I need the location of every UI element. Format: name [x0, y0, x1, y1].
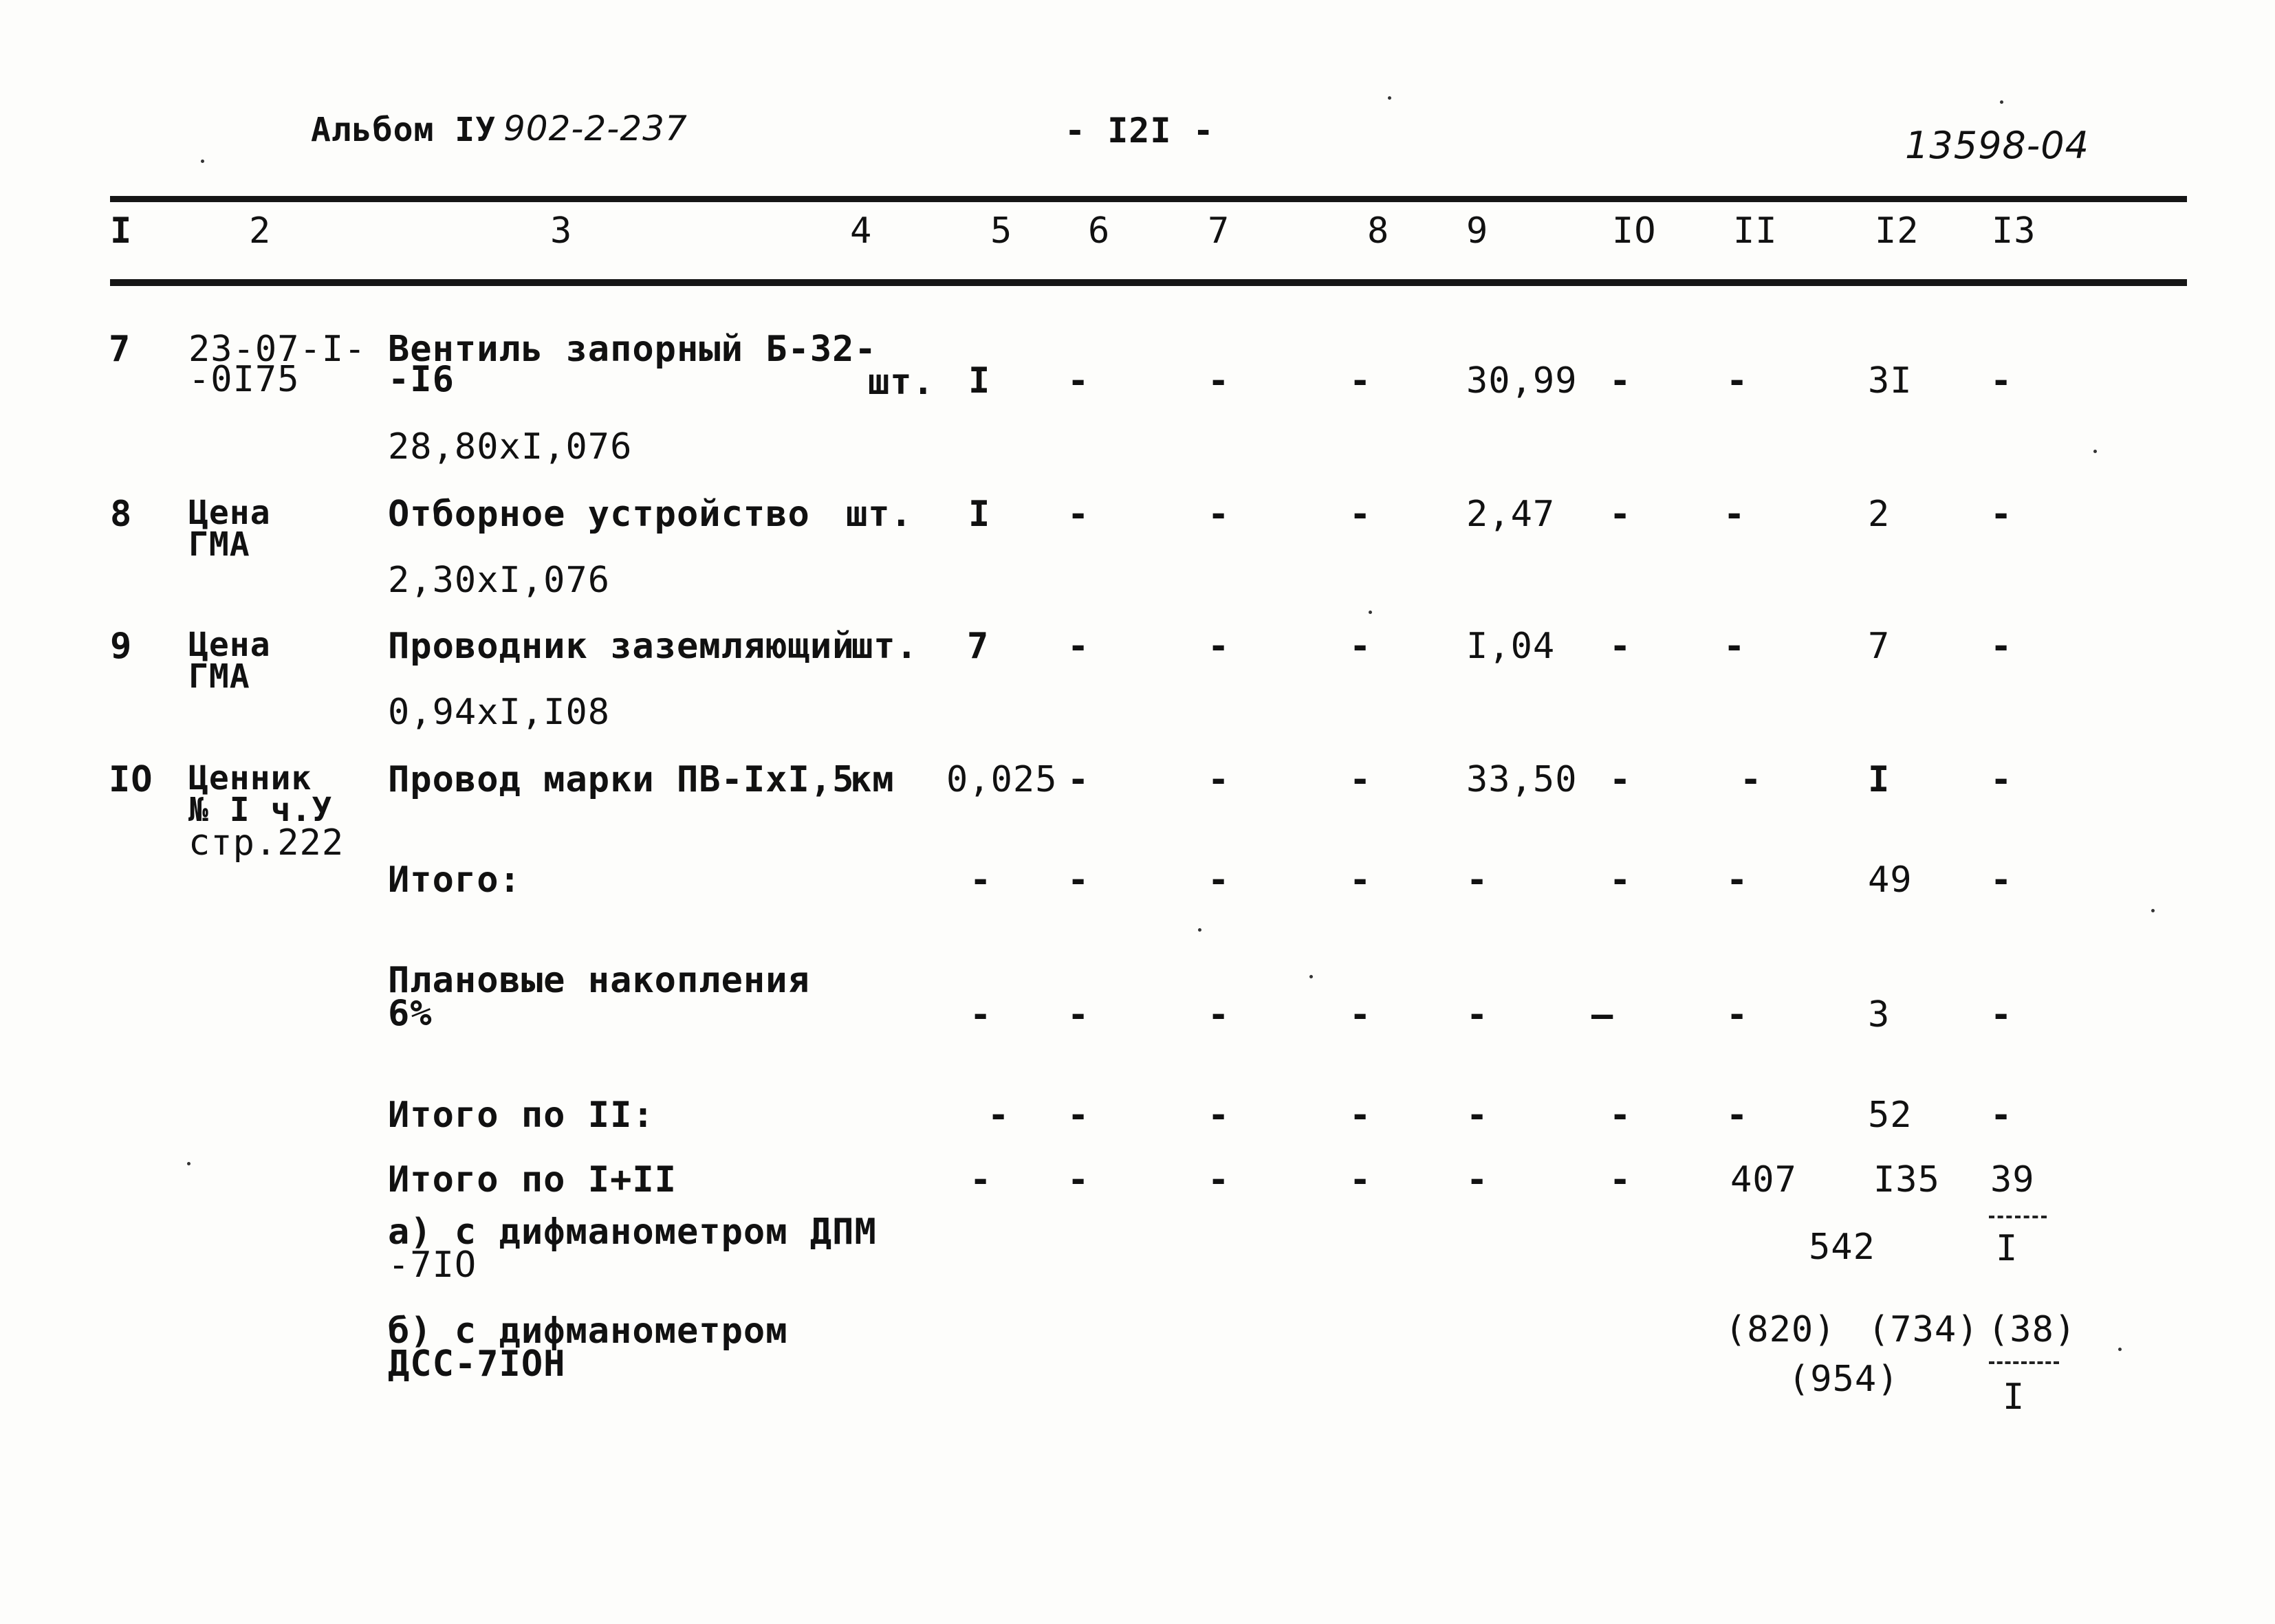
totals-col-10: - — [1609, 1159, 1632, 1200]
totals-col-5: - — [970, 1159, 992, 1200]
col-header-1: I — [110, 210, 133, 252]
fraction-line — [1989, 1361, 2059, 1364]
row-basis: ГМА — [188, 657, 250, 696]
totals-col-6: - — [1067, 994, 1090, 1035]
row-col-12: I — [1868, 759, 1891, 800]
row-col-13: - — [1990, 759, 2013, 800]
totals-col-11: - — [1726, 1095, 1749, 1136]
scan-speck — [2118, 1348, 2122, 1351]
scan-speck — [2093, 450, 2097, 453]
row-col-7: - — [1208, 626, 1230, 667]
row-col-12: 2 — [1868, 494, 1891, 535]
row-col-11: - — [1723, 494, 1746, 535]
row-basis: Цена — [188, 494, 271, 532]
scan-speck — [1369, 611, 1372, 614]
totals-label: Итого по I+II — [388, 1159, 677, 1200]
row-calculation: 2,30xI,076 — [388, 560, 611, 601]
col-header-5: 5 — [990, 210, 1013, 252]
page-number: - I2I - — [1065, 111, 1215, 151]
totals-label: Итого по II: — [388, 1095, 655, 1136]
row-col-12: 3I — [1868, 360, 1913, 402]
totals-col-9: - — [1466, 1095, 1489, 1136]
row-col-7: - — [1208, 759, 1230, 800]
col-header-4: 4 — [850, 210, 873, 252]
totals-label: Плановые накопления — [388, 960, 810, 1001]
col-header-3: 3 — [550, 210, 573, 252]
row-col-6: - — [1067, 626, 1090, 667]
variant-col-11: (820) — [1725, 1309, 1836, 1350]
row-col-7: - — [1208, 494, 1230, 535]
row-col-8: - — [1349, 494, 1372, 535]
totals-col-7: - — [1208, 859, 1230, 901]
col-header-10: IO — [1612, 210, 1657, 252]
row-number: 9 — [110, 626, 133, 667]
table-header-rule — [110, 279, 2187, 286]
row-col-9: 30,99 — [1466, 360, 1578, 402]
totals-col-13: 39 — [1990, 1159, 2035, 1200]
totals-col-6: - — [1067, 859, 1090, 901]
totals-col-12: 3 — [1868, 994, 1891, 1035]
row-basis: стр.222 — [188, 822, 345, 864]
totals-col-12: 49 — [1868, 859, 1913, 901]
totals-col-11: - — [1726, 859, 1749, 901]
totals-col-11: - — [1726, 994, 1749, 1035]
row-name: Вентиль запорный Б-32- — [388, 329, 877, 370]
row-quantity: I — [968, 494, 991, 535]
totals-col-10: - — [1609, 859, 1632, 901]
row-calculation: 28,80xI,076 — [388, 426, 633, 468]
row-col-6: - — [1067, 360, 1090, 402]
row-basis: -0I75 — [188, 359, 300, 400]
row-unit: км — [850, 759, 895, 800]
totals-col-9: - — [1466, 994, 1489, 1035]
row-unit: шт. — [868, 362, 935, 403]
totals-col-13: - — [1990, 859, 2013, 901]
fraction-line — [1989, 1216, 2047, 1218]
totals-col-11: 407 — [1730, 1159, 1797, 1200]
col-header-2: 2 — [249, 210, 272, 252]
col-header-12: I2 — [1875, 210, 1919, 252]
variant-col-12: (734) — [1868, 1309, 1979, 1350]
album-label: Альбом IУ — [311, 111, 497, 149]
row-col-9: 2,47 — [1466, 494, 1556, 535]
row-col-8: - — [1349, 626, 1372, 667]
row-col-11: - — [1723, 626, 1746, 667]
totals-col-9: - — [1466, 859, 1489, 901]
variant-sum: (954) — [1788, 1359, 1900, 1400]
row-col-9: 33,50 — [1466, 759, 1578, 800]
totals-col-8: - — [1349, 1095, 1372, 1136]
totals-col-7: - — [1208, 1095, 1230, 1136]
row-quantity: 0,025 — [946, 759, 1058, 800]
variant-denominator: I — [2003, 1376, 2025, 1418]
totals-col-12: I35 — [1873, 1159, 1940, 1200]
row-number: 8 — [110, 494, 133, 535]
variant-label: б) с дифманометром — [388, 1310, 788, 1352]
totals-col-6: - — [1067, 1159, 1090, 1200]
row-quantity: I — [968, 360, 991, 402]
row-col-10: - — [1609, 626, 1632, 667]
totals-col-9: - — [1466, 1159, 1489, 1200]
row-col-13: - — [1990, 360, 2013, 402]
row-col-10: - — [1609, 759, 1632, 800]
row-col-7: - — [1208, 360, 1230, 402]
totals-col-8: - — [1349, 859, 1372, 901]
document-code: 13598-04 — [1905, 124, 2089, 167]
row-basis: ГМА — [188, 525, 250, 564]
row-col-13: - — [1990, 626, 2013, 667]
row-col-11: - — [1726, 360, 1749, 402]
row-name: Отборное устройство — [388, 494, 810, 535]
totals-col-10: — — [1591, 994, 1614, 1035]
scan-speck — [187, 1162, 191, 1165]
row-number: IO — [109, 759, 153, 800]
row-name: -I6 — [388, 359, 455, 400]
variant-label: -7IO — [388, 1244, 477, 1286]
totals-label: Итого: — [388, 859, 521, 901]
row-col-10: - — [1609, 494, 1632, 535]
totals-col-5: - — [970, 859, 992, 901]
scan-speck — [2151, 909, 2155, 912]
variant-denominator: I — [1996, 1228, 2018, 1269]
totals-col-6: - — [1067, 1095, 1090, 1136]
row-col-10: - — [1609, 360, 1632, 402]
col-header-7: 7 — [1208, 210, 1230, 252]
totals-col-8: - — [1349, 994, 1372, 1035]
row-name: Проводник заземляющий — [388, 626, 855, 667]
row-unit: шт. — [851, 626, 918, 667]
row-col-8: - — [1349, 360, 1372, 402]
col-header-13: I3 — [1992, 210, 2036, 252]
totals-col-8: - — [1349, 1159, 1372, 1200]
variant-label: а) с дифманометром ДПМ — [388, 1211, 877, 1253]
row-basis: Цена — [188, 626, 271, 664]
row-col-6: - — [1067, 759, 1090, 800]
row-col-8: - — [1349, 759, 1372, 800]
scan-speck — [1388, 96, 1391, 100]
row-col-13: - — [1990, 494, 2013, 535]
row-col-9: I,04 — [1466, 626, 1556, 667]
totals-col-5: - — [970, 994, 992, 1035]
row-basis: Ценник — [188, 759, 312, 798]
variant-label: ДСС-7IOН — [388, 1343, 566, 1385]
scan-speck — [1198, 928, 1201, 932]
document-number: 902-2-237 — [503, 109, 688, 149]
row-number: 7 — [109, 329, 131, 370]
row-col-12: 7 — [1868, 626, 1891, 667]
totals-col-7: - — [1208, 994, 1230, 1035]
col-header-9: 9 — [1466, 210, 1489, 252]
row-basis: 23-07-I- — [188, 329, 367, 370]
totals-col-13: - — [1990, 994, 2013, 1035]
col-header-11: II — [1733, 210, 1778, 252]
variant-sum: 542 — [1809, 1227, 1875, 1268]
table-top-rule — [110, 196, 2187, 202]
totals-col-13: - — [1990, 1095, 2013, 1136]
totals-col-10: - — [1609, 1095, 1632, 1136]
row-quantity: 7 — [967, 626, 990, 667]
row-unit: шт. — [846, 494, 913, 535]
scan-speck — [2000, 100, 2003, 104]
totals-col-12: 52 — [1868, 1095, 1913, 1136]
totals-col-5: - — [988, 1095, 1010, 1136]
variant-col-13: (38) — [1988, 1309, 2077, 1350]
row-calculation: 0,94xI,I08 — [388, 692, 611, 733]
row-name: Провод марки ПВ-IxI,5 — [388, 759, 855, 800]
row-basis: № I ч.У — [188, 791, 333, 829]
col-header-8: 8 — [1367, 210, 1390, 252]
row-col-11: - — [1740, 759, 1763, 800]
totals-label: 6% — [388, 993, 433, 1034]
totals-col-7: - — [1208, 1159, 1230, 1200]
scan-speck — [201, 160, 204, 163]
row-col-6: - — [1067, 494, 1090, 535]
col-header-6: 6 — [1088, 210, 1111, 252]
scan-speck — [1309, 975, 1313, 978]
